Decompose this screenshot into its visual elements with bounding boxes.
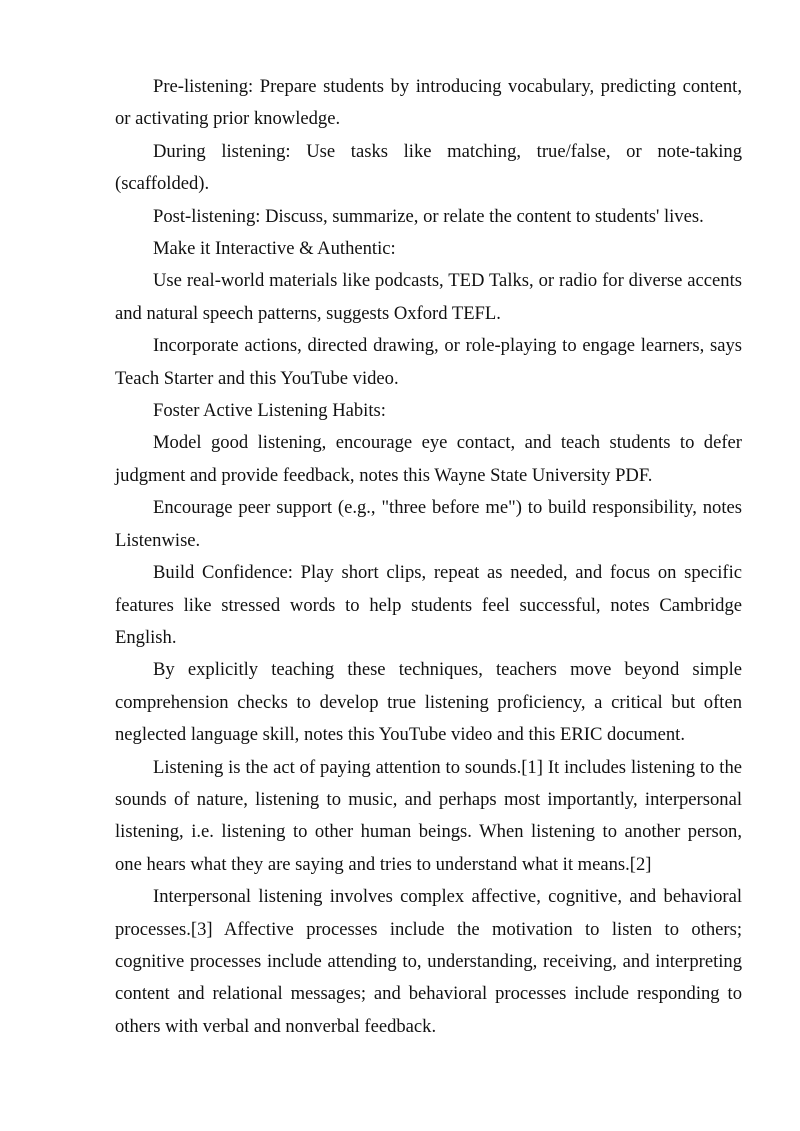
paragraph-incorporate-actions: Incorporate actions, directed drawing, or role-playing to engage learners, says Teach Starter and this YouTube video. <box>115 335 742 389</box>
paragraph-real-world-materials: Use real-world materials like podcasts, TED Talks, or radio for diverse accents and natural speech patterns, suggests Oxford TEFL. <box>115 270 742 324</box>
document-body <box>115 71 742 1043</box>
paragraph-interactive-heading: Make it Interactive & Authentic: <box>153 238 396 260</box>
paragraph-during-listening: During listening: Use tasks like matching, true/false, or note-taking (scaffolded). <box>115 140 742 195</box>
paragraph-post-listening: Post-listening: Discuss, summarize, or relate the content to students' lives. <box>153 205 704 227</box>
paragraph-pre-listening: Pre-listening: Prepare students by introducing vocabulary, predicting content, or activating prior knowledge. <box>115 76 742 130</box>
paragraph-peer-support: Encourage peer support (e.g., "three before me") to build responsibility, notes Listenwise. <box>115 497 742 551</box>
paragraph-active-listening-heading: Foster Active Listening Habits: <box>153 400 386 422</box>
paragraph-model-good-listening: Model good listening, encourage eye contact, and teach students to defer judgment and provide feedback, notes this Wayne State University PDF. <box>115 432 742 486</box>
paragraph-explicit-teaching: By explicitly teaching these techniques, teachers move beyond simple comprehension checks to develop true listening proficiency, a critical but often neglected language skill, notes this YouTube video and this ERIC document. <box>115 659 742 746</box>
paragraph-listening-definition: Listening is the act of paying attention to sounds.[1] It includes listening to the sounds of nature, listening to music, and perhaps most importantly, interpersonal listening, i.e. listening to other human beings. When listening to another person, one hears what they are saying and tries to understand what it means.[2] <box>115 756 742 875</box>
paragraph-build-confidence: Build Confidence: Play short clips, repeat as needed, and focus on specific features like stressed words to help students feel successful, notes Cambridge English. <box>115 562 742 648</box>
paragraph-interpersonal-listening: Interpersonal listening involves complex affective, cognitive, and behavioral processes.[3] Affective processes include the motivation to listen to others; cognitive processes include attending to, understanding, receiving, and interpreting content and relational messages; and behavioral processes include responding to others with verbal and nonverbal feedback. <box>115 886 742 1037</box>
